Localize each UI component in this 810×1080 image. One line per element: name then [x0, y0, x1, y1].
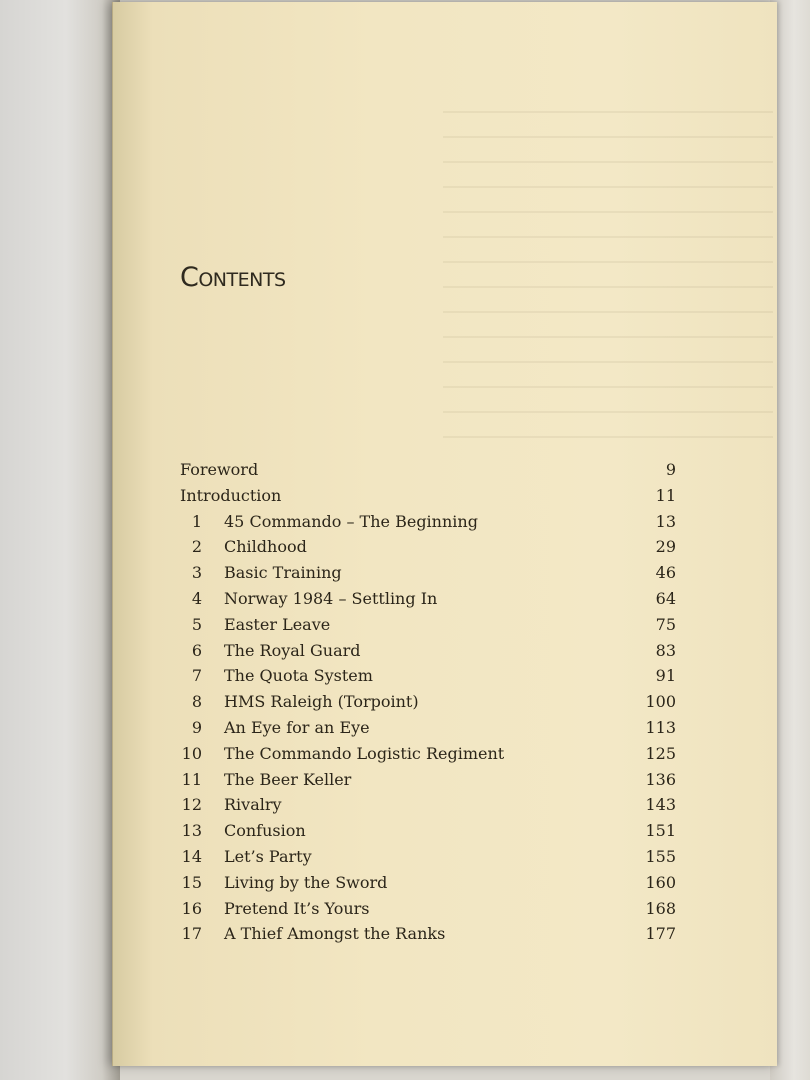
toc-chapter-10 — [180, 741, 676, 767]
chapter-title: Childhood — [224, 537, 307, 557]
chapter-page: 100 — [645, 692, 676, 712]
toc-entry-foreword — [180, 457, 676, 483]
chapter-page: 155 — [645, 846, 676, 866]
chapter-number: 15 — [181, 872, 202, 892]
toc-chapter-5 — [180, 612, 676, 638]
chapter-title: An Eye for an Eye — [224, 717, 370, 737]
chapter-title: The Beer Keller — [224, 769, 352, 789]
chapter-title: Rivalry — [224, 795, 282, 815]
table-of-contents — [180, 457, 676, 947]
toc-chapter-12 — [180, 792, 676, 818]
toc-chapter-17 — [180, 921, 676, 947]
toc-chapter-4 — [180, 586, 676, 612]
toc-chapter-6 — [180, 638, 676, 664]
chapter-number: 14 — [181, 846, 202, 866]
toc-entry-page: 9 — [665, 460, 676, 479]
chapter-number: 1 — [191, 511, 202, 531]
chapter-number: 16 — [181, 898, 202, 918]
chapter-page: 168 — [645, 898, 676, 918]
chapter-page: 136 — [645, 769, 676, 789]
chapter-title: Easter Leave — [224, 614, 331, 634]
toc-chapter-3 — [180, 560, 676, 586]
chapter-page: 113 — [645, 717, 676, 737]
chapter-page: 143 — [645, 795, 676, 815]
chapter-page: 160 — [645, 872, 676, 892]
chapter-title: Norway 1984 – Settling In — [224, 588, 438, 608]
chapter-title: The Quota System — [224, 666, 373, 686]
chapter-page: 151 — [645, 821, 676, 841]
chapter-page: 91 — [655, 666, 676, 686]
chapter-number: 4 — [191, 588, 202, 608]
chapter-page: 177 — [645, 924, 676, 944]
chapter-title: The Royal Guard — [224, 640, 361, 660]
chapter-number: 11 — [181, 769, 202, 789]
toc-entry-introduction — [180, 483, 676, 509]
toc-chapter-9 — [180, 715, 676, 741]
chapter-number: 2 — [191, 537, 202, 557]
toc-chapter-2 — [180, 534, 676, 560]
chapter-page: 75 — [655, 614, 676, 634]
toc-chapter-15 — [180, 870, 676, 896]
chapter-title: Pretend It’s Yours — [224, 898, 370, 918]
chapter-number: 17 — [181, 924, 202, 944]
toc-entry-page: 11 — [655, 485, 676, 505]
toc-chapter-7 — [180, 663, 676, 689]
chapter-title: Basic Training — [224, 563, 342, 583]
chapter-number: 13 — [181, 821, 202, 841]
chapter-title: Let’s Party — [224, 846, 312, 866]
chapter-page: 125 — [645, 743, 676, 763]
toc-chapter-16 — [180, 896, 676, 922]
toc-entry-title: Introduction — [180, 485, 282, 505]
chapter-number: 3 — [191, 563, 202, 583]
chapter-title: Living by the Sword — [224, 872, 388, 892]
chapter-page: 64 — [655, 588, 676, 608]
chapter-title: HMS Raleigh (Torpoint) — [224, 692, 419, 712]
chapter-title: A Thief Amongst the Ranks — [224, 924, 446, 944]
chapter-page: 29 — [655, 537, 676, 557]
chapter-title: The Commando Logistic Regiment — [224, 743, 505, 763]
chapter-title: Confusion — [224, 821, 306, 841]
chapter-page: 13 — [655, 511, 676, 531]
toc-chapter-14 — [180, 844, 676, 870]
chapter-number: 6 — [191, 640, 202, 660]
chapter-page: 46 — [655, 563, 676, 583]
toc-chapter-13 — [180, 818, 676, 844]
toc-entry-title: Foreword — [180, 460, 259, 479]
chapter-title: 45 Commando – The Beginning — [224, 511, 478, 531]
chapter-number: 5 — [191, 614, 202, 634]
chapter-number: 12 — [181, 795, 202, 815]
toc-chapter-8 — [180, 689, 676, 715]
page-title: Contents — [180, 262, 286, 293]
chapter-number: 10 — [181, 743, 202, 763]
chapter-number: 7 — [191, 666, 202, 686]
chapter-page: 83 — [655, 640, 676, 660]
toc-chapter-11 — [180, 767, 676, 793]
chapter-number: 8 — [191, 692, 202, 712]
toc-chapter-1 — [180, 509, 676, 535]
show-through-text — [443, 97, 773, 457]
previous-page-edge — [0, 0, 120, 1080]
chapter-number: 9 — [191, 717, 202, 737]
